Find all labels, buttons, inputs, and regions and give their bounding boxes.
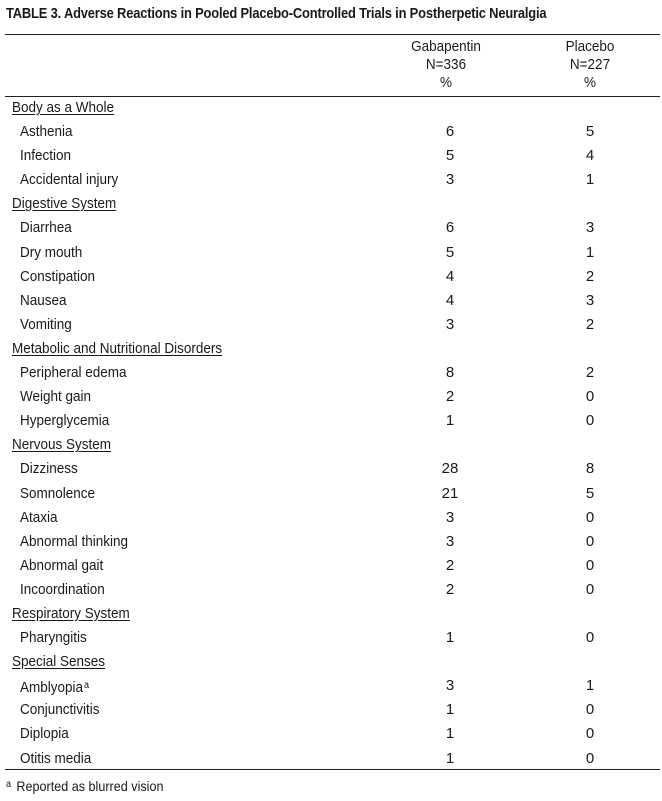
- reaction-label: Diplopia: [20, 725, 69, 743]
- placebo-value: 2: [585, 315, 595, 333]
- reaction-label-cell: [20, 626, 87, 650]
- table-row: [0, 289, 662, 313]
- table-row: [0, 313, 662, 337]
- section-header-row: [0, 192, 662, 216]
- placebo-value: 1: [585, 243, 595, 261]
- placebo-value: 0: [585, 532, 595, 550]
- reaction-label: Peripheral edema: [20, 364, 127, 382]
- reaction-label-cell: [20, 241, 82, 265]
- gabapentin-value: 2: [445, 556, 455, 574]
- reaction-label: Weight gain: [20, 388, 92, 406]
- column-unit: %: [583, 74, 597, 91]
- reaction-label-cell: [20, 265, 95, 289]
- section-header-row: [0, 96, 662, 120]
- table-row: [0, 747, 662, 771]
- bottom-rule: [5, 769, 660, 770]
- table-row: [0, 722, 662, 746]
- column-name: Gabapentin: [411, 38, 481, 55]
- column-n: N=336: [425, 56, 467, 73]
- table-row: [0, 482, 662, 506]
- section-name: Special Senses: [12, 653, 106, 671]
- reaction-label-cell: [20, 144, 71, 168]
- placebo-value: 5: [585, 123, 595, 141]
- table-row: [0, 554, 662, 578]
- table-row: [0, 457, 662, 481]
- reaction-label: Somnolence: [20, 484, 96, 502]
- table-row: [0, 216, 662, 240]
- section-header-row: [0, 433, 662, 457]
- reaction-label-cell: [20, 120, 73, 144]
- gabapentin-value: 1: [445, 629, 455, 647]
- reaction-label: Asthenia: [20, 123, 73, 141]
- reaction-label: Otitis media: [20, 749, 92, 767]
- gabapentin-value: 21: [441, 484, 459, 502]
- placebo-value: 5: [585, 484, 595, 502]
- gabapentin-value: 6: [445, 123, 455, 141]
- section-name: Metabolic and Nutritional Disorders: [12, 339, 223, 357]
- section-header-row: [0, 337, 662, 361]
- table-row: [0, 698, 662, 722]
- gabapentin-value: 1: [445, 725, 455, 743]
- placebo-value: 0: [585, 749, 595, 767]
- placebo-value: 8: [585, 460, 595, 478]
- gabapentin-value: 5: [445, 147, 455, 165]
- reaction-label-cell: [20, 385, 91, 409]
- gabapentin-value: 28: [441, 460, 459, 478]
- reaction-label-cell: [20, 457, 78, 481]
- gabapentin-value: 8: [445, 364, 455, 382]
- reaction-label-cell: [20, 313, 72, 337]
- gabapentin-value: 4: [445, 291, 455, 309]
- gabapentin-value: 1: [445, 749, 455, 767]
- reaction-label-cell: [20, 361, 127, 385]
- gabapentin-value: 3: [445, 532, 455, 550]
- gabapentin-value: 2: [445, 580, 455, 598]
- table-row: [0, 578, 662, 602]
- column-name: Placebo: [565, 38, 615, 55]
- section-header-row: [0, 650, 662, 674]
- gabapentin-value: 5: [445, 243, 455, 261]
- reaction-label-cell: [20, 506, 58, 530]
- placebo-value: 2: [585, 364, 595, 382]
- placebo-value: 0: [585, 725, 595, 743]
- placebo-value: 4: [585, 147, 595, 165]
- gabapentin-value: 3: [445, 315, 455, 333]
- section-name: Nervous System: [12, 436, 112, 454]
- section-name: Digestive System: [12, 195, 117, 213]
- reaction-label: Ataxia: [20, 508, 58, 526]
- reaction-label: Incoordination: [20, 580, 105, 598]
- section-header-row: [0, 602, 662, 626]
- reaction-label-cell: [20, 482, 95, 506]
- reaction-label-cell: [20, 674, 89, 700]
- table-row: [0, 241, 662, 265]
- table-row: [0, 144, 662, 168]
- table-row: [0, 385, 662, 409]
- reaction-label: Dizziness: [20, 460, 78, 478]
- reaction-label: Hyperglycemia: [20, 412, 110, 430]
- gabapentin-value: 3: [445, 171, 455, 189]
- table-row: [0, 409, 662, 433]
- reaction-label-cell: [20, 747, 91, 771]
- footnote: [6, 778, 163, 794]
- reaction-label: Abnormal gait: [20, 556, 104, 574]
- gabapentin-value: 3: [445, 677, 455, 695]
- table-row: [0, 265, 662, 289]
- placebo-value: 3: [585, 291, 595, 309]
- reaction-label: Pharyngitis: [20, 629, 87, 647]
- reaction-label-cell: [20, 578, 105, 602]
- reaction-label: Infection: [20, 147, 72, 165]
- reaction-label: Dry mouth: [20, 243, 83, 261]
- table-row: [0, 674, 662, 698]
- top-rule: [5, 34, 660, 35]
- table-row: [0, 506, 662, 530]
- placebo-value: 0: [585, 580, 595, 598]
- reaction-label: Amblyopia: [20, 679, 84, 697]
- column-header-placebo: [530, 38, 650, 92]
- reaction-label: Vomiting: [20, 315, 72, 333]
- gabapentin-value: 3: [445, 508, 455, 526]
- reaction-label-cell: [20, 554, 103, 578]
- reaction-label: Diarrhea: [20, 219, 72, 237]
- placebo-value: 0: [585, 412, 595, 430]
- placebo-value: 0: [585, 701, 595, 719]
- placebo-value: 1: [585, 677, 595, 695]
- placebo-value: 0: [585, 629, 595, 647]
- table-row: [0, 120, 662, 144]
- table-body: [0, 96, 662, 771]
- gabapentin-value: 1: [445, 701, 455, 719]
- section-name: Body as a Whole: [12, 99, 115, 116]
- gabapentin-value: 1: [445, 412, 455, 430]
- table-row: [0, 168, 662, 192]
- table-row: [0, 626, 662, 650]
- reaction-label: Accidental injury: [20, 171, 119, 189]
- reaction-label: Conjunctivitis: [20, 701, 100, 719]
- reaction-label-cell: [20, 698, 100, 722]
- placebo-value: 1: [585, 171, 595, 189]
- gabapentin-value: 4: [445, 267, 455, 285]
- footnote-mark: a: [6, 779, 12, 790]
- table-row: [0, 361, 662, 385]
- reaction-label-cell: [20, 409, 109, 433]
- placebo-value: 0: [585, 508, 595, 526]
- reaction-label: Constipation: [20, 267, 96, 285]
- gabapentin-value: 2: [445, 388, 455, 406]
- placebo-value: 2: [585, 267, 595, 285]
- reaction-label-cell: [20, 530, 128, 554]
- column-header-gabapentin: [386, 38, 506, 92]
- reaction-label-cell: [20, 168, 118, 192]
- column-n: N=227: [569, 56, 611, 73]
- section-name: Respiratory System: [12, 604, 130, 622]
- footnote-reference: a: [83, 680, 89, 692]
- placebo-value: 3: [585, 219, 595, 237]
- placebo-value: 0: [585, 388, 595, 406]
- table-title: TABLE 3. Adverse Reactions in Pooled Placebo-Controlled Trials in Postherpetic Neuralgia: [6, 5, 547, 22]
- footnote-text: Reported as blurred vision: [16, 778, 164, 794]
- reaction-label-cell: [20, 216, 72, 240]
- reaction-label: Nausea: [20, 291, 67, 309]
- reaction-label-cell: [20, 289, 67, 313]
- table-row: [0, 530, 662, 554]
- reaction-label-cell: [20, 722, 69, 746]
- reaction-label: Abnormal thinking: [20, 532, 129, 550]
- column-unit: %: [439, 74, 453, 91]
- placebo-value: 0: [585, 556, 595, 574]
- gabapentin-value: 6: [445, 219, 455, 237]
